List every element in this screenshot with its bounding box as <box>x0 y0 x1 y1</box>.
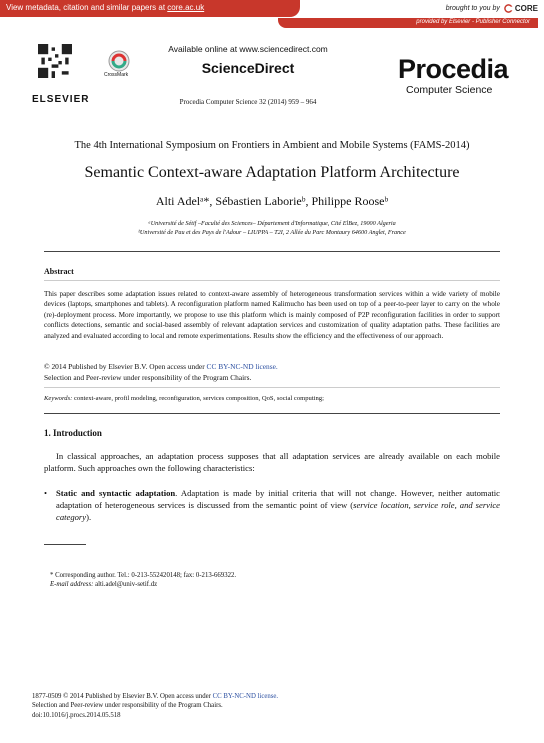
doi: doi:10.1016/j.procs.2014.05.518 <box>32 711 121 719</box>
metadata-link[interactable] <box>6 3 204 12</box>
procedia-logo: Procedia <box>398 54 509 84</box>
metadata-banner <box>0 0 300 17</box>
keywords <box>44 395 324 402</box>
brought-to-you[interactable] <box>446 4 538 13</box>
metadata-text: View metadata, citation and similar papers at <box>6 3 168 12</box>
paper-title: Semantic Context-aware Adaptation Platform Architecture <box>84 164 460 181</box>
footnote-rule <box>44 544 86 545</box>
divider <box>44 251 500 252</box>
core-icon <box>504 4 513 13</box>
intro-paragraph: In classical approaches, an adaptation process supposes that all adaptation services are already available on each mobile platform. Such approaches own the following characteristics: <box>44 451 500 473</box>
keywords-list: context-aware, profil modeling, reconfiguration, services composition, QoS, social computing; <box>73 395 324 402</box>
copyright-notice <box>44 362 500 383</box>
footnote <box>50 571 236 590</box>
list-item <box>44 488 500 523</box>
corresponding-author: * Corresponding author. Tel.: 0-213-552420148; fax: 0-213-669322. <box>50 572 237 579</box>
crossmark-label: CrossMark <box>104 72 129 78</box>
abstract-heading: Abstract <box>44 267 74 276</box>
footer-license-link[interactable]: CC BY-NC-ND license. <box>212 693 279 700</box>
core-link[interactable]: core.ac.uk <box>167 3 205 12</box>
divider <box>44 280 500 281</box>
bullet-marker: • <box>44 488 48 498</box>
email-label: E-mail address: <box>50 581 94 589</box>
bullet-italic: service location, service role, and service category <box>56 499 500 522</box>
copyright-text: © 2014 Published by Elsevier B.V. Open access under <box>44 362 207 371</box>
affiliation-a: ᵃUniversité de Sétif –Faculté des Sciences– Département d'Informatique, Cité ElBez, 19000 Algeria <box>148 220 396 227</box>
bullet-term: Static and syntactic adaptation <box>56 488 176 498</box>
issn-text: 1877-0509 © 2014 Published by Elsevier B.V. Open access under <box>32 693 213 700</box>
divider <box>44 387 500 388</box>
section-heading: 1. Introduction <box>44 428 102 438</box>
abstract-text: This paper describes some adaptation issues related to context-aware assembly of heterogeneous transformation services within a wide variety of mobile devices (laptops, smartphones and tablets). A reconfiguration platform named Kalimucho has been used on top of a peer-to-peer layer to carry on the whole (re)-deployment process. More importantly, we propose to use this platform which is mainly composed of P2P reconfiguration facilities in order to support conflicts detections, semantic and social-based assembly of relevant adaptation services and customization of quality adaptation paths. These facilities are analyzed and evaluated according to local and remote experimentations. Results show the efficiency and the effectiveness of our approach. <box>44 290 500 340</box>
brought-to-you-text: brought to you by <box>445 5 500 12</box>
affiliation-b: ᵇUniversité de Pau et des Pays de l'Adour – LIUPPA – T2I, 2 Allée du Parc Montaury 64600 Anglet, France <box>138 229 406 236</box>
peer-review-text: Selection and Peer-review under responsibility of the Program Chairs. <box>44 372 252 382</box>
page-footer <box>32 692 278 720</box>
core-label: CORE <box>514 4 538 13</box>
divider <box>44 413 500 414</box>
available-online: Available online at www.sciencedirect.com <box>168 44 328 54</box>
procedia-subtitle: Computer Science <box>406 84 493 96</box>
keywords-label: Keywords: <box>44 395 73 402</box>
provided-by-banner <box>278 18 538 28</box>
provided-by-text: provided by Elsevier - Publisher Connector <box>416 19 530 25</box>
core-logo <box>504 4 538 13</box>
journal-reference: Procedia Computer Science 32 (2014) 959 – 964 <box>179 98 317 106</box>
affiliations <box>0 219 544 237</box>
bullet-end: ). <box>86 511 92 522</box>
email-address: alti.adel@univ-setif.dz <box>95 581 158 589</box>
bullet-text: . Adaptation is made by initial criteria that will not change. However, neither automatic adaptation of heterogeneous services is discussed from the semantic point of view ( <box>56 488 500 510</box>
crossmark-icon[interactable] <box>108 50 130 72</box>
symposium-line: The 4th International Symposium on Frontiers in Ambient and Mobile Systems (FAMS-2014) <box>74 140 470 151</box>
license-link[interactable]: CC BY-NC-ND license. <box>206 362 278 371</box>
footer-review-text: Selection and Peer-review under responsibility of the Program Chairs. <box>32 702 223 710</box>
elsevier-tree-icon <box>38 44 72 78</box>
sciencedirect-logo: ScienceDirect <box>201 60 295 76</box>
author-list: Alti Adelᵃ*, Sébastien Laborieᵇ, Philippe Rooseᵇ <box>155 194 389 208</box>
elsevier-logo: ELSEVIER <box>32 94 90 105</box>
